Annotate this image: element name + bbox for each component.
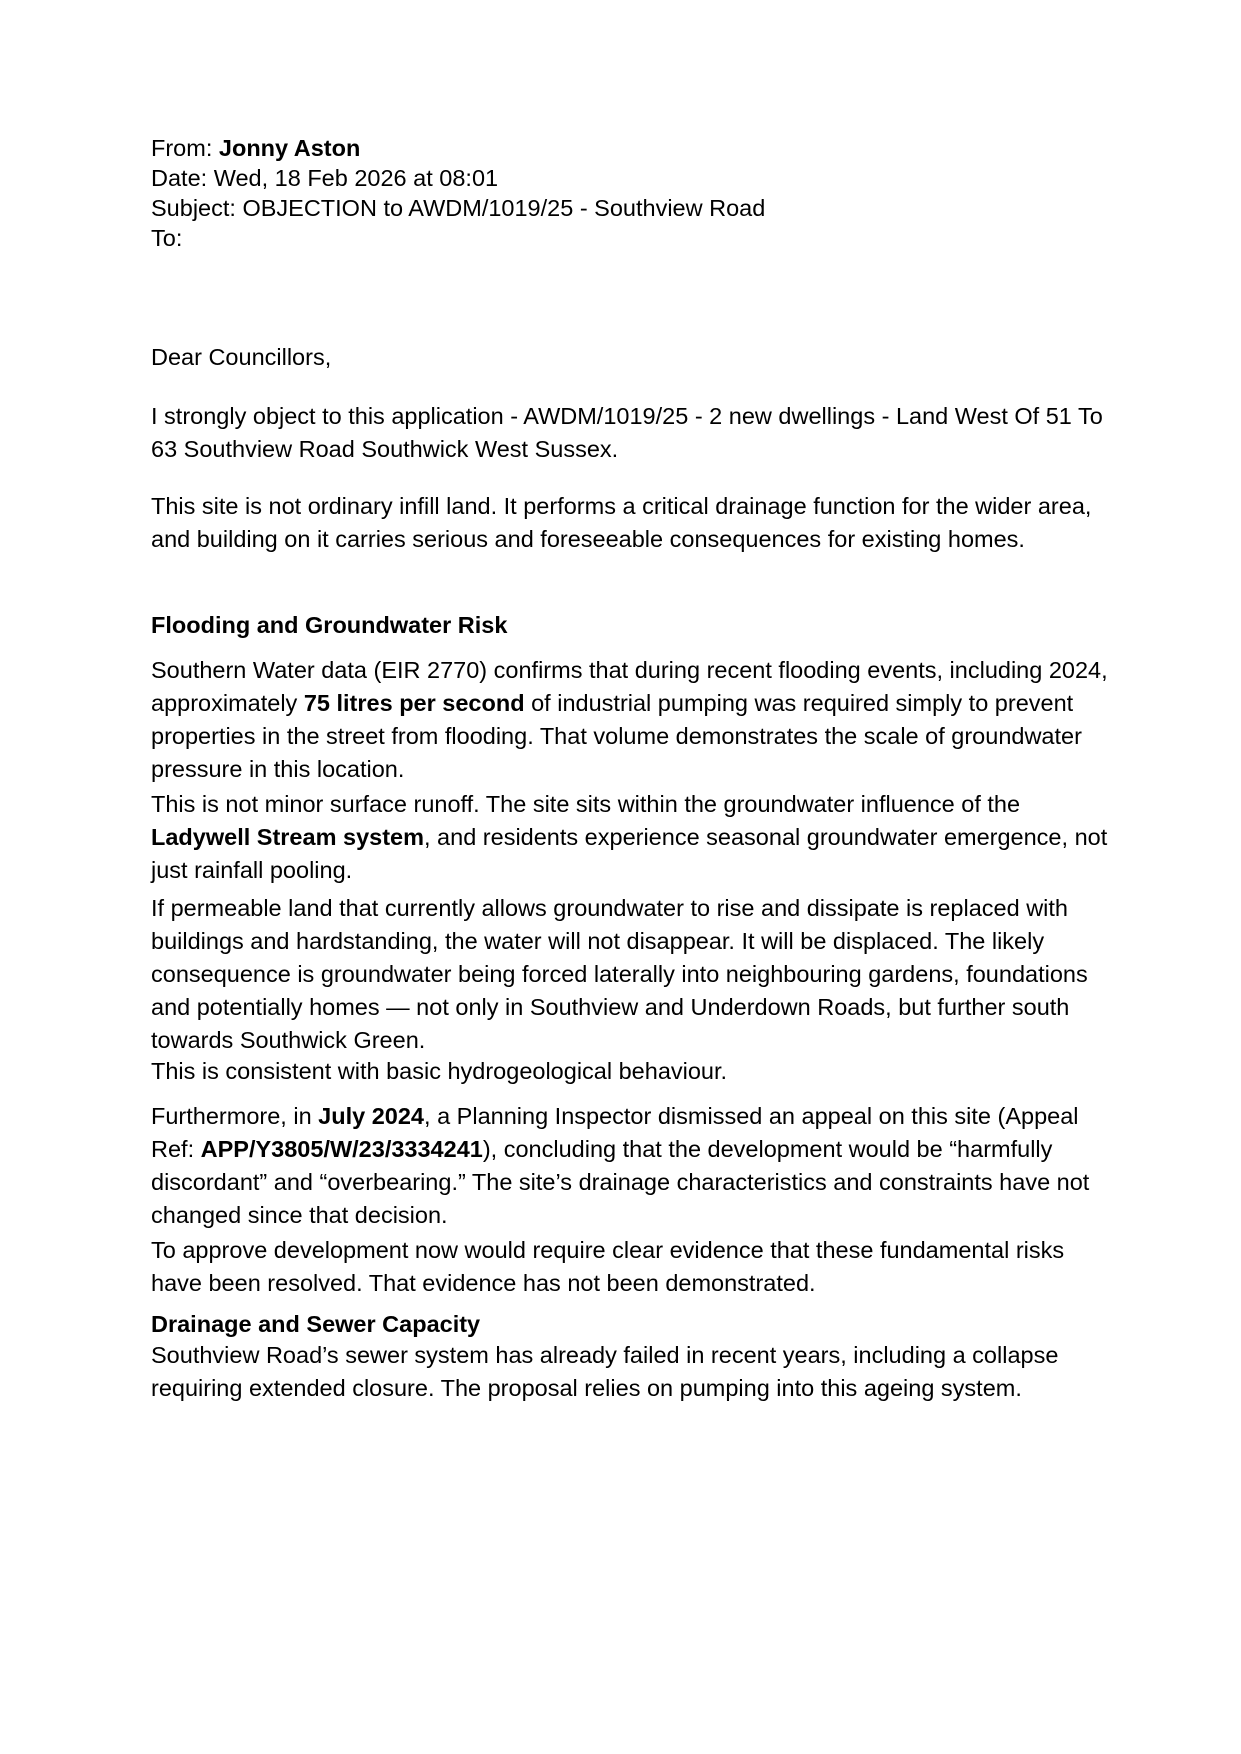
flooding-paragraph-6: To approve development now would require clear evidence that these fundamental risks have been resolved. That evidence has not been demonstrated. [151,1237,1065,1296]
appeal-reference: APP/Y3805/W/23/3334241 [200,1136,483,1162]
email-to-line: To: [151,225,183,251]
text-run: ), concluding that the development would be “harmfully discordant” and “overbearing.” The site’s drainage characteristics and constraints have not changed since that decision. [151,1136,1090,1228]
email-subject-line: Subject: OBJECTION to AWDM/1019/25 - Southview Road [151,195,766,221]
drainage-heading [151,1308,1111,1341]
flooding-paragraph-2 [151,788,1111,887]
email-from-line [151,132,360,165]
flooding-heading [151,609,1111,642]
email-date-line: Date: Wed, 18 Feb 2026 at 08:01 [151,165,499,191]
flooding-paragraph-1 [151,654,1111,786]
stream-name: Ladywell Stream system [151,824,424,850]
from-label: From: [151,135,219,161]
appeal-date: July 2024 [318,1103,425,1129]
text-run: Southern Water data (EIR 2770) confirms that during recent flooding events, including 2024, approximately [151,657,1108,716]
text-run: , a Planning Inspector dismissed an appeal on this site (Appeal Ref: [151,1103,1079,1162]
drainage-heading-text: Drainage and Sewer Capacity [151,1311,481,1337]
text-run: This is not minor surface runoff. The site sits within the groundwater influence of the [151,791,1021,817]
text-run: Furthermore, in [151,1103,319,1129]
flooding-heading-text: Flooding and Groundwater Risk [151,612,508,638]
context-paragraph: This site is not ordinary infill land. It performs a critical drainage function for the wider area, and building on it carries serious and foreseeable consequences for existing homes. [151,493,1092,552]
drainage-paragraph-1: Southview Road’s sewer system has already failed in recent years, including a collapse requiring extended closure. The proposal relies on pumping into this ageing system. [151,1342,1059,1401]
intro-paragraph: I strongly object to this application - AWDM/1019/25 - 2 new dwellings - Land West Of 51 To 63 Southview Road Southwick West Sussex. [151,403,1103,462]
flooding-paragraph-4: This is consistent with basic hydrogeological behaviour. [151,1058,728,1084]
salutation: Dear Councillors, [151,344,332,370]
flooding-paragraph-3: If permeable land that currently allows groundwater to rise and dissipate is replaced with buildings and hardstanding, the water will not disappear. It will be displaced. The likely consequence is groundwater being forced laterally into neighbouring gardens, foundations and potentially homes — not only in Southview and Underdown Roads, but further south towards Southwick Green. [151,895,1088,1053]
text-run: , and residents experience seasonal groundwater emergence, not just rainfall pooling. [151,824,1108,883]
text-run: of industrial pumping was required simply to prevent properties in the street from flooding. That volume demonstrates the scale of groundwater pressure in this location. [151,690,1082,782]
flooding-paragraph-5 [151,1100,1111,1232]
pumping-rate: 75 litres per second [303,690,525,716]
sender-name: Jonny Aston [218,135,361,161]
